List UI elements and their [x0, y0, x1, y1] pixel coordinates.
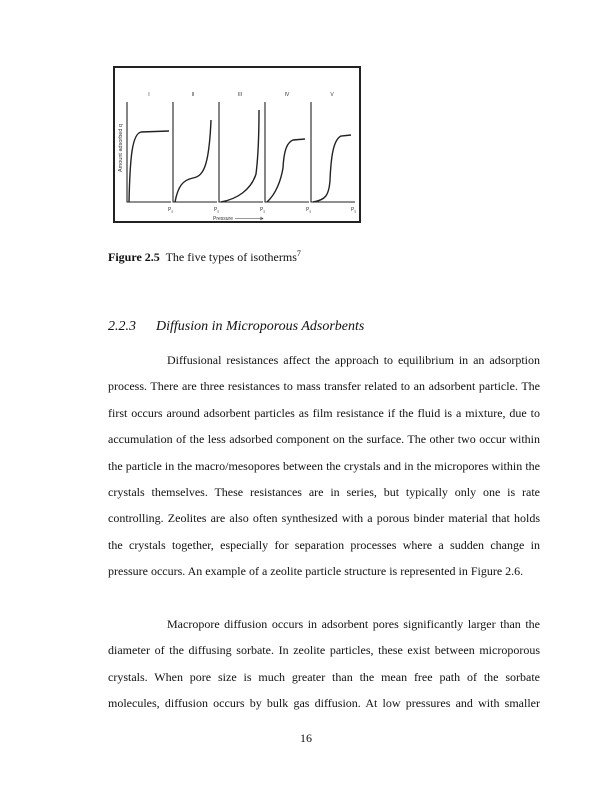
paragraph-line: crystals. When pore size is much greater than the mean free path of the sorbate: [108, 669, 540, 684]
paragraph-1: [108, 353, 540, 591]
isotherm-type-2-curve: [175, 120, 211, 202]
pressure-arrow-icon: [235, 217, 263, 220]
y-axis-label: Amount adsorbed q: [118, 123, 124, 173]
panel-label-3: III: [237, 92, 243, 98]
paragraph-line: the crystals together, especially for separation processes where a sudden change in: [108, 537, 540, 552]
page-number: 16: [300, 731, 312, 745]
isotherm-type-1-curve: [129, 131, 169, 202]
ps-label-3: $P_s$: [260, 207, 266, 214]
panel-label-5: V: [330, 92, 334, 98]
panel-1-axes: [127, 102, 171, 202]
paragraph-line: Diffusional resistances affect the approach to equilibrium in an adsorption: [167, 353, 540, 367]
isotherm-type-5-curve: [313, 135, 351, 202]
ps-label-1: $P_s$: [168, 207, 174, 214]
paragraph-2: [108, 617, 540, 723]
ps-label-4: $P_s$: [306, 207, 312, 214]
paragraph-line: the particle in the macro/mesopores between the crystals and in the micropores within the: [108, 458, 540, 473]
isotherm-type-4-curve: [267, 139, 305, 202]
figure-caption: [108, 250, 301, 265]
panel-label-1: I: [148, 92, 150, 98]
paragraph-line: Macropore diffusion occurs in adsorbent pores significantly larger than the: [167, 617, 540, 631]
caption-reference: 7: [296, 249, 301, 258]
isotherm-diagram: [115, 68, 359, 221]
section-title: Diffusion in Microporous Adsorbents: [156, 319, 365, 334]
paragraph-line: controlling. Zeolites are also often synthesized with a porous binder material that holds: [108, 511, 540, 526]
isotherm-figure: [113, 66, 361, 223]
paragraph-line: accumulation of the less adsorbed component on the surface. The other two occur within: [108, 432, 540, 447]
caption-label: Figure 2.5: [108, 250, 160, 264]
panel-label-2: II: [191, 92, 195, 98]
panel-4-axes: [265, 102, 309, 202]
caption-text: The five types of isotherms: [165, 250, 297, 264]
ps-label-5: $P_s$: [351, 207, 357, 214]
paragraph-line: diameter of the diffusing sorbate. In zeolite particles, these exist between microporous: [108, 643, 540, 658]
section-number: 2.2.3: [108, 319, 136, 334]
paragraph-line: first occurs around adsorbent particles as film resistance if the fluid is a mixture, due to: [108, 405, 540, 420]
ps-label-2: $P_s$: [214, 207, 220, 214]
x-axis-label: Pressure: [212, 216, 233, 221]
section-heading: [108, 319, 364, 335]
panel-label-4: IV: [284, 92, 290, 98]
isotherm-type-3-curve: [221, 110, 259, 202]
paragraph-line: molecules, diffusion occurs by bulk gas diffusion. At low pressures and with smaller: [108, 696, 540, 711]
paragraph-line: pressure occurs. An example of a zeolite particle structure is represented in Figure 2.6.: [108, 564, 524, 579]
panel-3-axes: [219, 102, 263, 202]
paragraph-line: crystals themselves. These resistances are in series, but typically only one is rate: [108, 484, 540, 499]
paragraph-line: process. There are three resistances to mass transfer related to an adsorbent particle. The: [108, 379, 540, 394]
